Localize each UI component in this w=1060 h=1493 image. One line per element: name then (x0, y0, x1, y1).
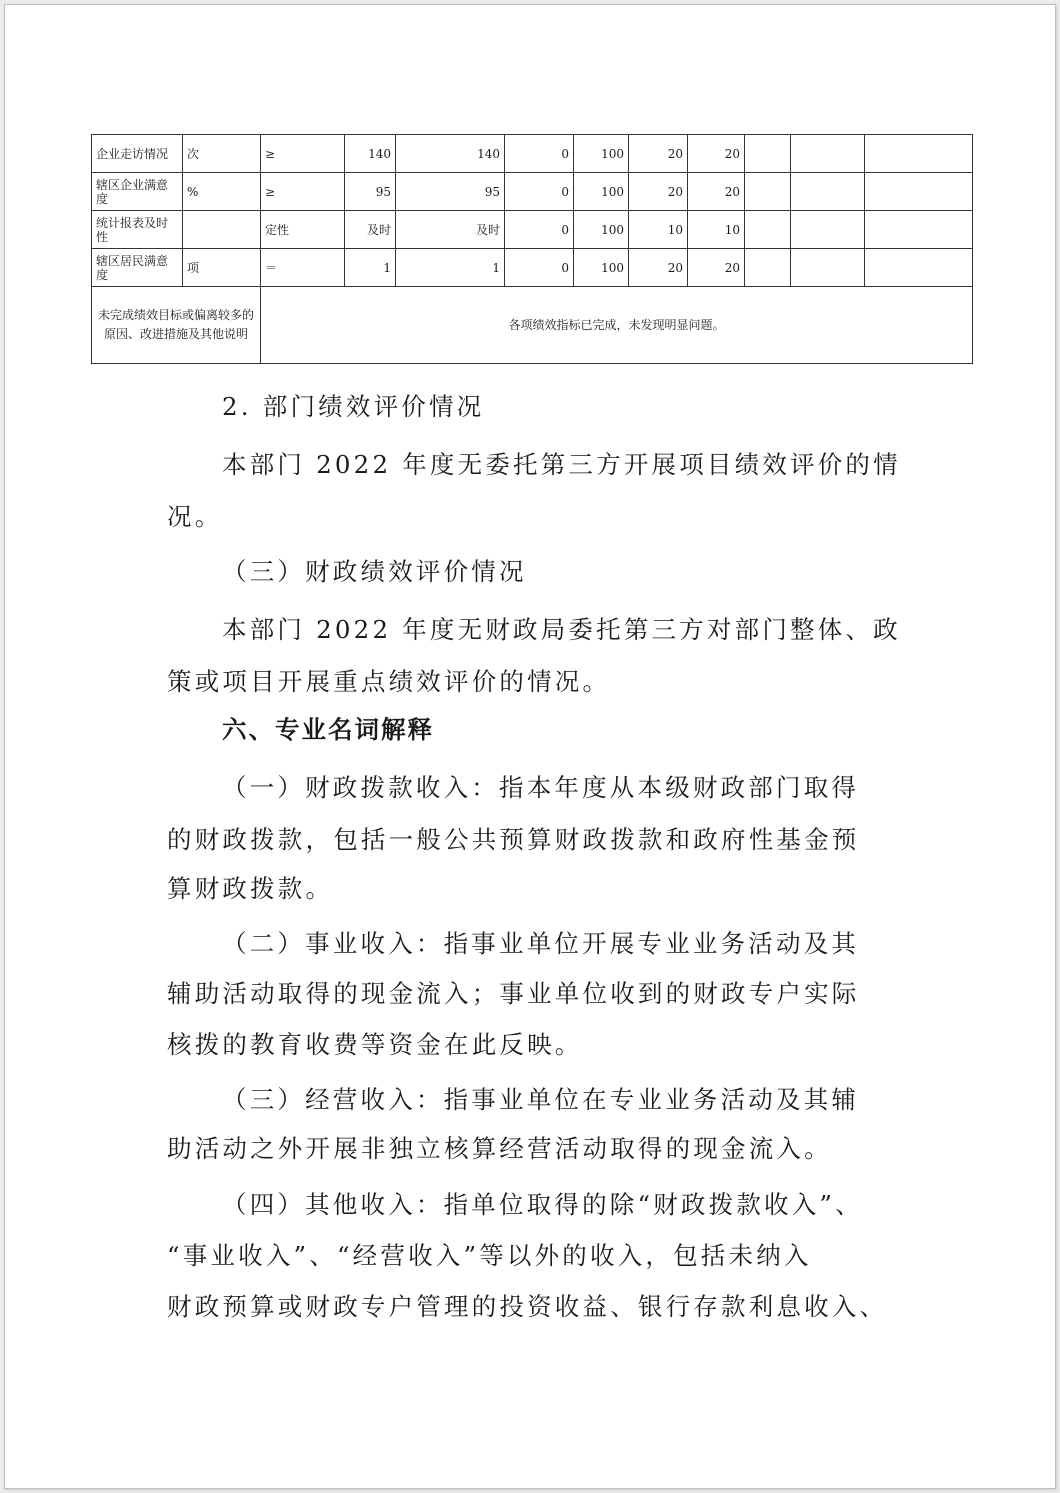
empty-cell (745, 211, 791, 249)
nature-cell: ≥ (261, 135, 345, 173)
paragraph-line: “事业收入”、“经营收入”等以外的收入，包括未纳入 (167, 1241, 812, 1270)
nature-cell: ＝ (261, 249, 345, 287)
rate-cell: 100 (574, 135, 629, 173)
paragraph-line: 策或项目开展重点绩效评价的情况。 (167, 667, 611, 696)
target-cell: 1 (345, 249, 396, 287)
target-cell: 95 (345, 173, 396, 211)
indicator-cell: 企业走访情况 (92, 135, 183, 173)
table-row (92, 135, 973, 173)
table-note-row (92, 287, 973, 364)
score-cell: 10 (688, 211, 745, 249)
unit-cell (183, 211, 261, 249)
paragraph-line: （三）经营收入：指事业单位在专业业务活动及其辅 (222, 1085, 860, 1114)
empty-cell (865, 249, 973, 287)
paragraph-line: 核拨的教育收费等资金在此反映。 (167, 1030, 583, 1059)
paragraph-line: 况。 (167, 502, 223, 531)
performance-table (91, 134, 973, 364)
deviation-cell: 0 (505, 211, 574, 249)
paragraph-line: 助活动之外开展非独立核算经营活动取得的现金流入。 (167, 1134, 832, 1163)
table-row (92, 211, 973, 249)
empty-cell (865, 173, 973, 211)
indicator-cell: 统计报表及时性 (92, 211, 183, 249)
table-row (92, 249, 973, 287)
actual-cell: 140 (396, 135, 505, 173)
nature-cell: 定性 (261, 211, 345, 249)
table-row (92, 173, 973, 211)
target-cell: 及时 (345, 211, 396, 249)
rate-cell: 100 (574, 173, 629, 211)
deviation-cell: 0 (505, 173, 574, 211)
deviation-cell: 0 (505, 135, 574, 173)
weight-cell: 10 (629, 211, 688, 249)
empty-cell (791, 173, 865, 211)
note-label-cell: 未完成绩效目标或偏离较多的原因、改进措施及其他说明 (92, 287, 261, 364)
document-page (4, 4, 1056, 1489)
score-cell: 20 (688, 173, 745, 211)
section-heading-glossary: 六、专业名词解释 (222, 715, 434, 744)
paragraph-line: 辅助活动取得的现金流入；事业单位收到的财政专户实际 (167, 979, 860, 1008)
rate-cell: 100 (574, 249, 629, 287)
indicator-cell: 辖区企业满意度 (92, 173, 183, 211)
rate-cell: 100 (574, 211, 629, 249)
section-heading-fiscal-eval: （三）财政绩效评价情况 (222, 557, 527, 586)
paragraph-line: 的财政拨款，包括一般公共预算财政拨款和政府性基金预 (167, 825, 860, 854)
empty-cell (791, 249, 865, 287)
score-cell: 20 (688, 135, 745, 173)
indicator-cell: 辖区居民满意度 (92, 249, 183, 287)
paragraph-line: （二）事业收入：指事业单位开展专业业务活动及其 (222, 929, 860, 958)
actual-cell: 1 (396, 249, 505, 287)
nature-cell: ≥ (261, 173, 345, 211)
paragraph-line: 算财政拨款。 (167, 874, 334, 903)
target-cell: 140 (345, 135, 396, 173)
paragraph-line: （四）其他收入：指单位取得的除“财政拨款收入”、 (222, 1190, 863, 1219)
unit-cell: 项 (183, 249, 261, 287)
actual-cell: 及时 (396, 211, 505, 249)
empty-cell (865, 135, 973, 173)
section-heading-dept-eval: 2. 部门绩效评价情况 (222, 392, 485, 421)
empty-cell (745, 173, 791, 211)
paragraph-line: 财政预算或财政专户管理的投资收益、银行存款利息收入、 (167, 1292, 888, 1321)
weight-cell: 20 (629, 173, 688, 211)
weight-cell: 20 (629, 135, 688, 173)
deviation-cell: 0 (505, 249, 574, 287)
unit-cell: % (183, 173, 261, 211)
note-text-cell: 各项绩效指标已完成，未发现明显问题。 (261, 287, 973, 364)
empty-cell (791, 135, 865, 173)
weight-cell: 20 (629, 249, 688, 287)
empty-cell (745, 135, 791, 173)
unit-cell: 次 (183, 135, 261, 173)
score-cell: 20 (688, 249, 745, 287)
empty-cell (865, 211, 973, 249)
paragraph-line: （一）财政拨款收入：指本年度从本级财政部门取得 (222, 773, 860, 802)
paragraph-line: 本部门 2022 年度无财政局委托第三方对部门整体、政 (222, 615, 901, 644)
paragraph-line: 本部门 2022 年度无委托第三方开展项目绩效评价的情 (222, 450, 901, 479)
empty-cell (791, 211, 865, 249)
empty-cell (745, 249, 791, 287)
actual-cell: 95 (396, 173, 505, 211)
